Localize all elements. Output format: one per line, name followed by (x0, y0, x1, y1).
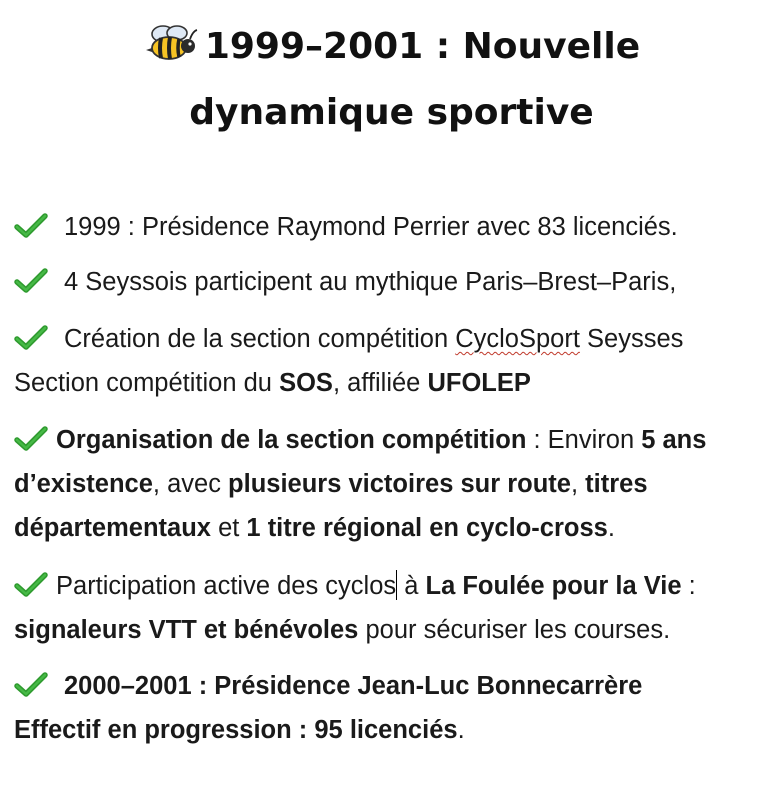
paragraph-4-line-2: d’existence, avec plusieurs victoires sur route, titres (14, 470, 648, 498)
paragraph-3-line-1: Création de la section compétition CycloSport Seysses (14, 317, 774, 361)
paragraph-3 (14, 317, 774, 405)
check-mark-icon (14, 572, 48, 598)
spellcheck-word: CycloSport (455, 325, 580, 353)
paragraph-1: 1999 : Présidence Raymond Perrier avec 83 licenciés. (14, 205, 774, 249)
paragraph-4-line-3: départementaux et 1 titre régional en cyclo-cross. (14, 514, 615, 542)
paragraph-5-line-1: Participation active des cyclos à La Foulée pour la Vie : (14, 564, 774, 608)
check-mark-icon (14, 426, 48, 452)
bee-icon (143, 24, 199, 64)
paragraph-5-line-2: signaleurs VTT et bénévoles pour sécuriser les courses. (14, 616, 671, 644)
title-line-2: dynamique sportive (189, 92, 594, 133)
paragraph-6-line-2: Effectif en progression : 95 licenciés. (14, 716, 465, 744)
paragraph-6 (14, 664, 774, 752)
paragraph-2: 4 Seyssois participent au mythique Paris–Brest–Paris, (14, 260, 774, 304)
paragraph-3-line-2: Section compétition du SOS, affiliée UFOLEP (14, 369, 531, 397)
page-title (0, 14, 783, 146)
paragraph-5 (14, 564, 774, 652)
check-mark-icon (14, 672, 48, 698)
check-mark-icon (14, 268, 48, 294)
paragraph-4-line-1: Organisation de la section compétition : Environ 5 ans (14, 418, 774, 462)
paragraph-4 (14, 418, 774, 550)
paragraph-6-line-1: 2000–2001 : Présidence Jean-Luc Bonnecarrère (14, 664, 774, 708)
check-mark-icon (14, 325, 48, 351)
title-line-1: 1999–2001 : Nouvelle (0, 14, 783, 80)
check-mark-icon (14, 213, 48, 239)
